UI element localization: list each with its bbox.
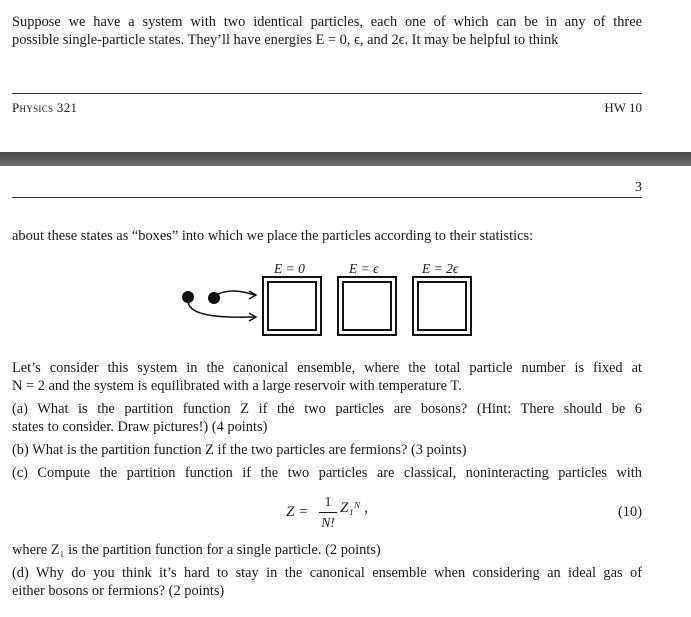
equation-number: (10) <box>618 504 642 520</box>
page-break-band <box>0 152 691 166</box>
fraction-numerator: 1 <box>324 494 332 509</box>
state-box-0 <box>262 276 322 336</box>
fraction-bar <box>319 512 337 513</box>
prev-page-line-2: possible single-particle states. They’ll have energies E = 0, ϵ, and 2ϵ. It may be helpful to think <box>12 32 559 48</box>
intro-text: about these states as “boxes” into which we place the particles according to their statistics: <box>12 228 534 244</box>
state-box-2 <box>412 276 472 336</box>
prev-page-line-1: Suppose we have a system with two identical particles, each one of which can be in any of three <box>12 14 642 30</box>
ensemble-line-1: Let’s consider this system in the canonical ensemble, where the total particle number is fixed at <box>12 360 642 376</box>
equation-lhs: Z = <box>286 504 309 520</box>
state-box-1 <box>337 276 397 336</box>
ensemble-line-2: N = 2 and the system is equilibrated with a large reservoir with temperature T. <box>12 378 462 394</box>
equation-rhs: Z₁ᴺ , <box>340 500 368 516</box>
placement-arrows-icon <box>180 284 262 324</box>
fraction-denominator: N! <box>321 515 335 530</box>
energy-label-2: E = 2ϵ <box>422 261 459 276</box>
energy-label-0: E = 0 <box>274 261 305 276</box>
part-a-line-2: states to consider. Draw pictures!) (4 points) <box>12 419 268 435</box>
page-number: 3 <box>635 180 642 195</box>
part-c-after: where Z₁ is the partition function for a single particle. (2 points) <box>12 542 381 558</box>
part-c: (c) Compute the partition function if the two particles are classical, noninteracting particles with <box>12 465 642 481</box>
energy-label-1: E = ϵ <box>349 261 379 276</box>
part-d-line-1: (d) Why do you think it’s hard to stay in the canonical ensemble when considering an ideal gas of <box>12 565 642 581</box>
assignment-label: HW 10 <box>604 100 642 115</box>
page-top-rule <box>12 197 642 198</box>
part-d-line-2: either bosons or fermions? (2 points) <box>12 583 225 599</box>
course-name: Physics 321 <box>12 100 78 115</box>
part-a-line-1: (a) What is the partition function Z if the two particles are bosons? (Hint: There should be 6 <box>12 401 642 417</box>
part-b: (b) What is the partition function Z if the two particles are fermions? (3 points) <box>12 442 467 458</box>
header-rule <box>12 93 642 94</box>
equation-fraction <box>319 494 337 531</box>
